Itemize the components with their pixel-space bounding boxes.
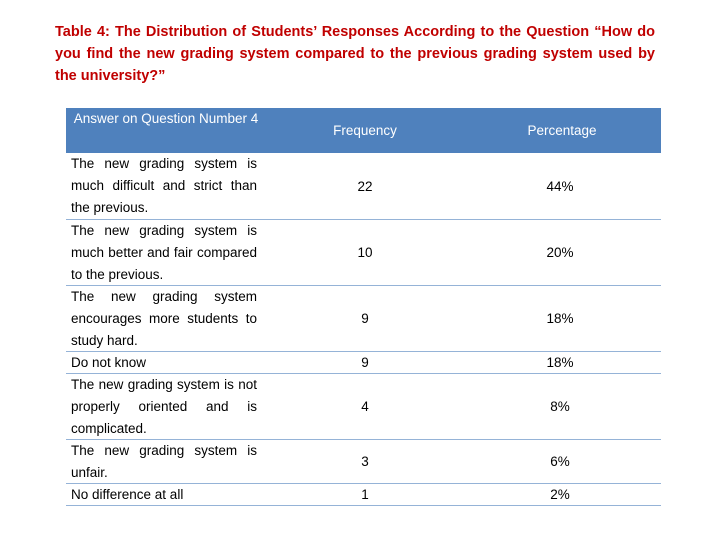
table-row-percentage: 2% <box>550 487 570 502</box>
table-row-answer: The new grading system is much better and fair compared to the previous. <box>71 223 257 283</box>
table-row-percentage: 6% <box>550 454 570 469</box>
header-frequency: Frequency <box>333 123 397 138</box>
table-row-frequency: 3 <box>361 454 369 469</box>
table-row-percentage: 44% <box>546 179 574 194</box>
table-row-frequency: 10 <box>357 245 373 260</box>
table-row-answer: The new grading system is not properly oriented and is complicated. <box>71 377 257 437</box>
table-row-frequency: 22 <box>357 179 373 194</box>
table-row-percentage: 18% <box>546 355 574 370</box>
table-row-answer: Do not know <box>71 355 147 370</box>
table-row-answer: The new grading system encourages more students to study hard. <box>71 289 257 349</box>
table-row-frequency: 4 <box>361 399 369 414</box>
table-row-percentage: 18% <box>546 311 574 326</box>
table-row-answer: The new grading system is much difficult and strict than the previous. <box>71 156 257 216</box>
table-row-percentage: 20% <box>546 245 574 260</box>
table-row-frequency: 9 <box>361 311 369 326</box>
header-answer: Answer on Question Number 4 <box>73 111 259 126</box>
table-row-frequency: 1 <box>361 487 369 502</box>
table-row-frequency: 9 <box>361 355 369 370</box>
table-row-answer: No difference at all <box>71 487 184 502</box>
header-percentage: Percentage <box>527 123 597 138</box>
table-caption: Table 4: The Distribution of Students’ Responses According to the Question “How do you find the new grading system compared to the previous grading system used by the university?” <box>55 24 655 84</box>
table-row-percentage: 8% <box>550 399 570 414</box>
table-row-answer: The new grading system is unfair. <box>71 443 257 481</box>
